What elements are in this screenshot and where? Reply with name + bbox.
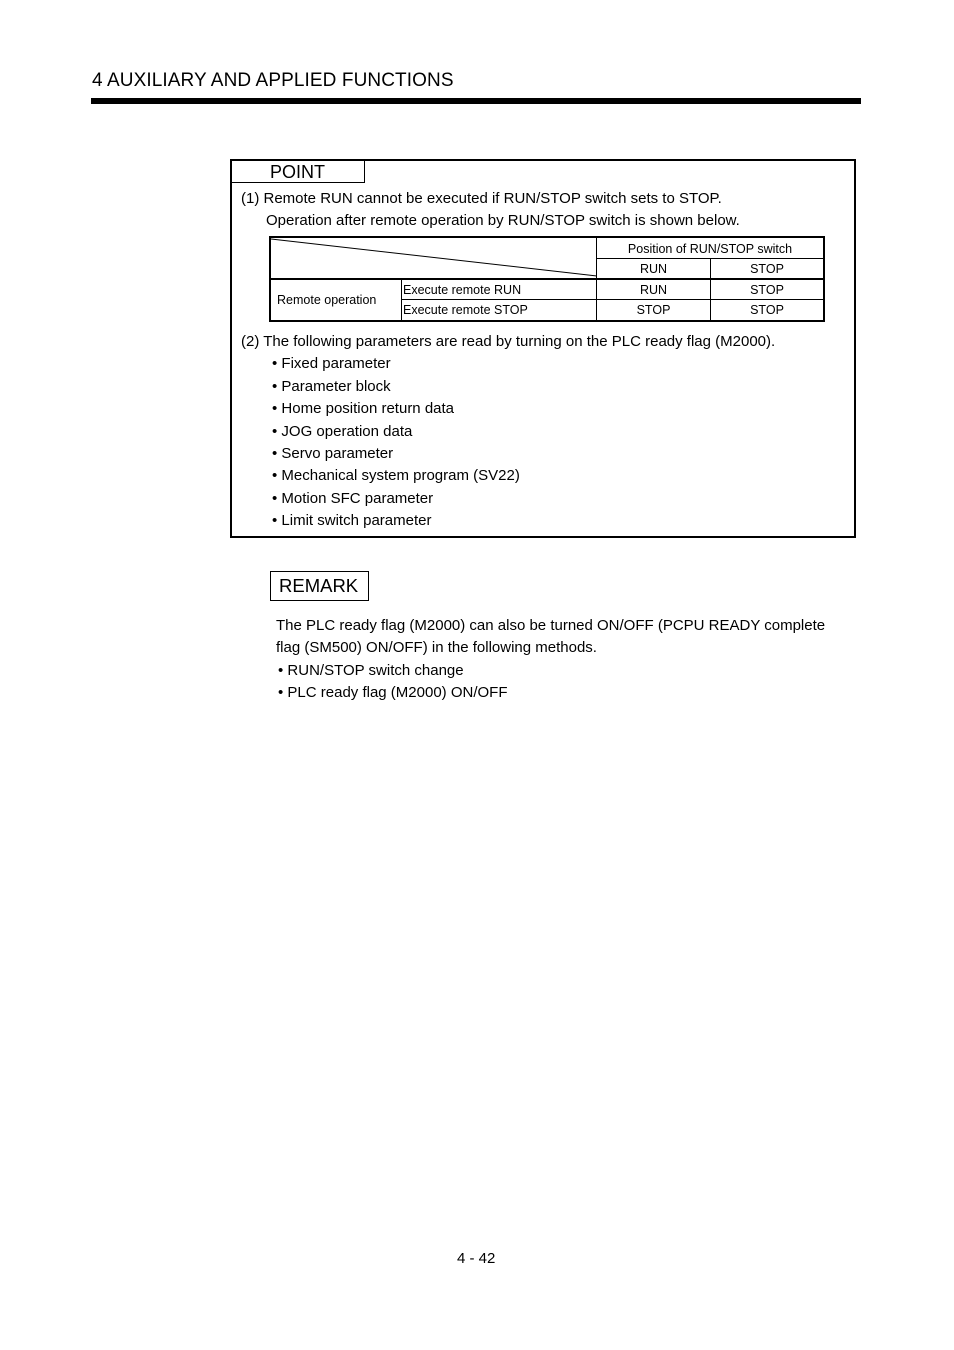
parameter-list-item: • Motion SFC parameter (272, 490, 434, 507)
point-item2-line1: (2) The following parameters are read by turning on the PLC ready flag (M2000). (241, 333, 776, 350)
parameter-list-item: • Fixed parameter (272, 355, 391, 372)
remark-list-item: • RUN/STOP switch change (278, 662, 464, 679)
run-stop-table (269, 236, 825, 322)
parameter-list-item: • Home position return data (272, 400, 455, 417)
table-cell: STOP (750, 303, 784, 317)
table-group-header: Position of RUN/STOP switch (627, 242, 793, 256)
table-row-label: Execute remote RUN (403, 283, 522, 297)
table-cell: STOP (636, 303, 671, 317)
page-number: 4 - 42 (457, 1250, 496, 1267)
point-item1-line1: (1) Remote RUN cannot be executed if RUN/STOP switch sets to STOP. (241, 190, 722, 207)
parameter-list-item: • Limit switch parameter (272, 512, 432, 529)
table-cell: RUN (639, 283, 668, 297)
table-col-header: STOP (750, 262, 784, 276)
table-row-group: Remote operation (277, 293, 377, 307)
point-item1-line2: Operation after remote operation by RUN/STOP switch is shown below. (266, 212, 740, 229)
remark-label: REMARK (270, 571, 369, 601)
table-row-label: Execute remote STOP (403, 303, 528, 317)
parameter-list-item: • JOG operation data (272, 423, 413, 440)
parameter-list-item: • Parameter block (272, 378, 391, 395)
chapter-title: 4 AUXILIARY AND APPLIED FUNCTIONS (92, 70, 454, 91)
remark-line1: The PLC ready flag (M2000) can also be turned ON/OFF (PCPU READY complete (276, 617, 826, 634)
point-label: POINT (232, 161, 365, 183)
parameter-list-item: • Servo parameter (272, 445, 394, 462)
remark-line2: flag (SM500) ON/OFF) in the following methods. (276, 639, 597, 656)
point-box (230, 159, 856, 538)
table-diagonal-line (271, 238, 597, 278)
table-col-header: RUN (639, 262, 668, 276)
remark-list-item: • PLC ready flag (M2000) ON/OFF (278, 684, 508, 701)
table-cell: STOP (750, 283, 784, 297)
header-rule (91, 98, 861, 104)
parameter-list-item: • Mechanical system program (SV22) (272, 467, 520, 484)
